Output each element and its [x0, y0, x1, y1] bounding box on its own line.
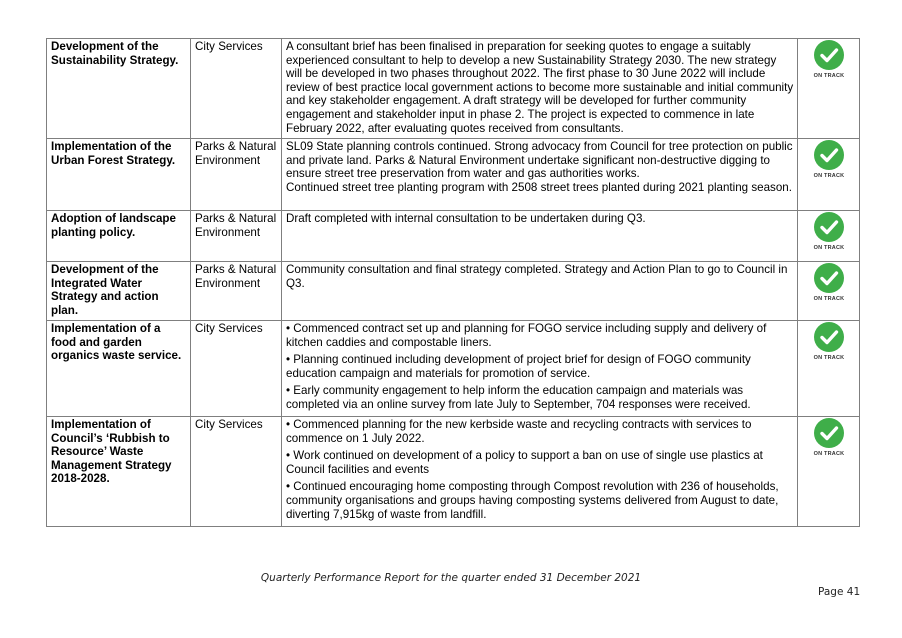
progress-bullet: • Work continued on development of a policy to support a ban on use of single use plastics at Council facilities and events [286, 449, 763, 476]
status-label: ON TRACK [813, 355, 845, 361]
status-cell [798, 39, 860, 139]
initiative-cell: Implementation of a food and garden organics waste service. [47, 321, 191, 417]
check-circle-icon [814, 418, 844, 448]
progress-text: Community consultation and final strategy completed. Strategy and Action Plan to go to Council in Q3. [286, 263, 788, 290]
status-cell [798, 262, 860, 321]
responsible-cell: City Services [191, 417, 282, 527]
check-circle-icon [814, 212, 844, 242]
table-row [47, 139, 860, 211]
report-footer-title: Quarterly Performance Report for the quarter ended 31 December 2021 [260, 572, 642, 584]
table-row [47, 262, 860, 321]
initiative-cell: Development of the Sustainability Strategy. [47, 39, 191, 139]
progress-bullet: • Commenced contract set up and planning for FOGO service including supply and delivery of kitchen caddies and compostable liners. [286, 322, 767, 349]
table-row [47, 211, 860, 262]
status-label: ON TRACK [813, 173, 845, 179]
on-track-badge [814, 263, 845, 303]
responsible-cell: City Services [191, 39, 282, 139]
status-label: ON TRACK [813, 73, 845, 79]
performance-table [46, 38, 860, 527]
initiative-cell: Development of the Integrated Water Strategy and action plan. [47, 262, 191, 321]
status-cell [798, 211, 860, 262]
table-row [47, 417, 860, 527]
status-label: ON TRACK [813, 245, 845, 251]
status-cell [798, 321, 860, 417]
progress-cell [282, 211, 798, 262]
progress-cell [282, 321, 798, 417]
responsible-cell: Parks & Natural Environment [191, 139, 282, 211]
table-row [47, 39, 860, 139]
check-circle-icon [814, 40, 844, 70]
on-track-badge [814, 322, 845, 362]
progress-cell [282, 39, 798, 139]
status-cell [798, 417, 860, 527]
progress-text: SL09 State planning controls continued. Strong advocacy from Council for tree protection on public and private land. Parks & Natural Environment undertake significant non-destructive digging to ensure street tree preservation from water and gas authorities works. [286, 140, 793, 181]
progress-text: Continued street tree planting program with 2508 street trees planted during 2021 planting season. [286, 180, 792, 194]
check-circle-icon [814, 322, 844, 352]
check-circle-icon [814, 140, 844, 170]
on-track-badge [814, 140, 845, 180]
on-track-badge [814, 40, 845, 80]
progress-cell [282, 417, 798, 527]
on-track-badge [814, 212, 845, 252]
progress-cell [282, 262, 798, 321]
progress-bullet: • Continued encouraging home composting through Compost revolution with 236 of households, community organisations and groups having composting systems delivered from August to date, diverting 7,915kg of waste from landfill. [286, 480, 779, 521]
check-circle-icon [814, 263, 844, 293]
table-body [47, 39, 860, 527]
status-cell [798, 139, 860, 211]
progress-bullet: • Early community engagement to help inform the education campaign and materials was completed via an online survey from late July to September, 704 responses were received. [286, 384, 751, 411]
progress-text: A consultant brief has been finalised in preparation for seeking quotes to engage a suitably experienced consultant to help to develop a new Sustainability Strategy 2030. The new strategy will be developed in two phases throughout 2022. The first phase to 30 June 2022 will include review of best practice local government actions to become more sustainable and initial community and key stakeholder engagement. A draft strategy will be developed for further community engagement and stakeholder input in phase 2. The project is expected to commence in late February 2022, after evaluating quotes received from consultants. [286, 40, 794, 135]
initiative-cell: Adoption of landscape planting policy. [47, 211, 191, 262]
progress-bullet: • Commenced planning for the new kerbside waste and recycling contracts with services to commence on 1 July 2022. [286, 418, 752, 445]
status-label: ON TRACK [813, 451, 845, 457]
progress-text: Draft completed with internal consultation to be undertaken during Q3. [286, 212, 646, 225]
page-number: Page 41 [818, 586, 861, 598]
table-row [47, 321, 860, 417]
initiative-cell: Implementation of the Urban Forest Strategy. [47, 139, 191, 211]
responsible-cell: Parks & Natural Environment [191, 262, 282, 321]
progress-cell [282, 139, 798, 211]
status-label: ON TRACK [813, 296, 845, 302]
progress-bullet: • Planning continued including development of project brief for design of FOGO community education campaign and materials for promotion of service. [286, 353, 751, 380]
initiative-cell: Implementation of Council’s ‘Rubbish to Resource’ Waste Management Strategy 2018-2028. [47, 417, 191, 527]
on-track-badge [814, 418, 845, 458]
responsible-cell: City Services [191, 321, 282, 417]
responsible-cell: Parks & Natural Environment [191, 211, 282, 262]
